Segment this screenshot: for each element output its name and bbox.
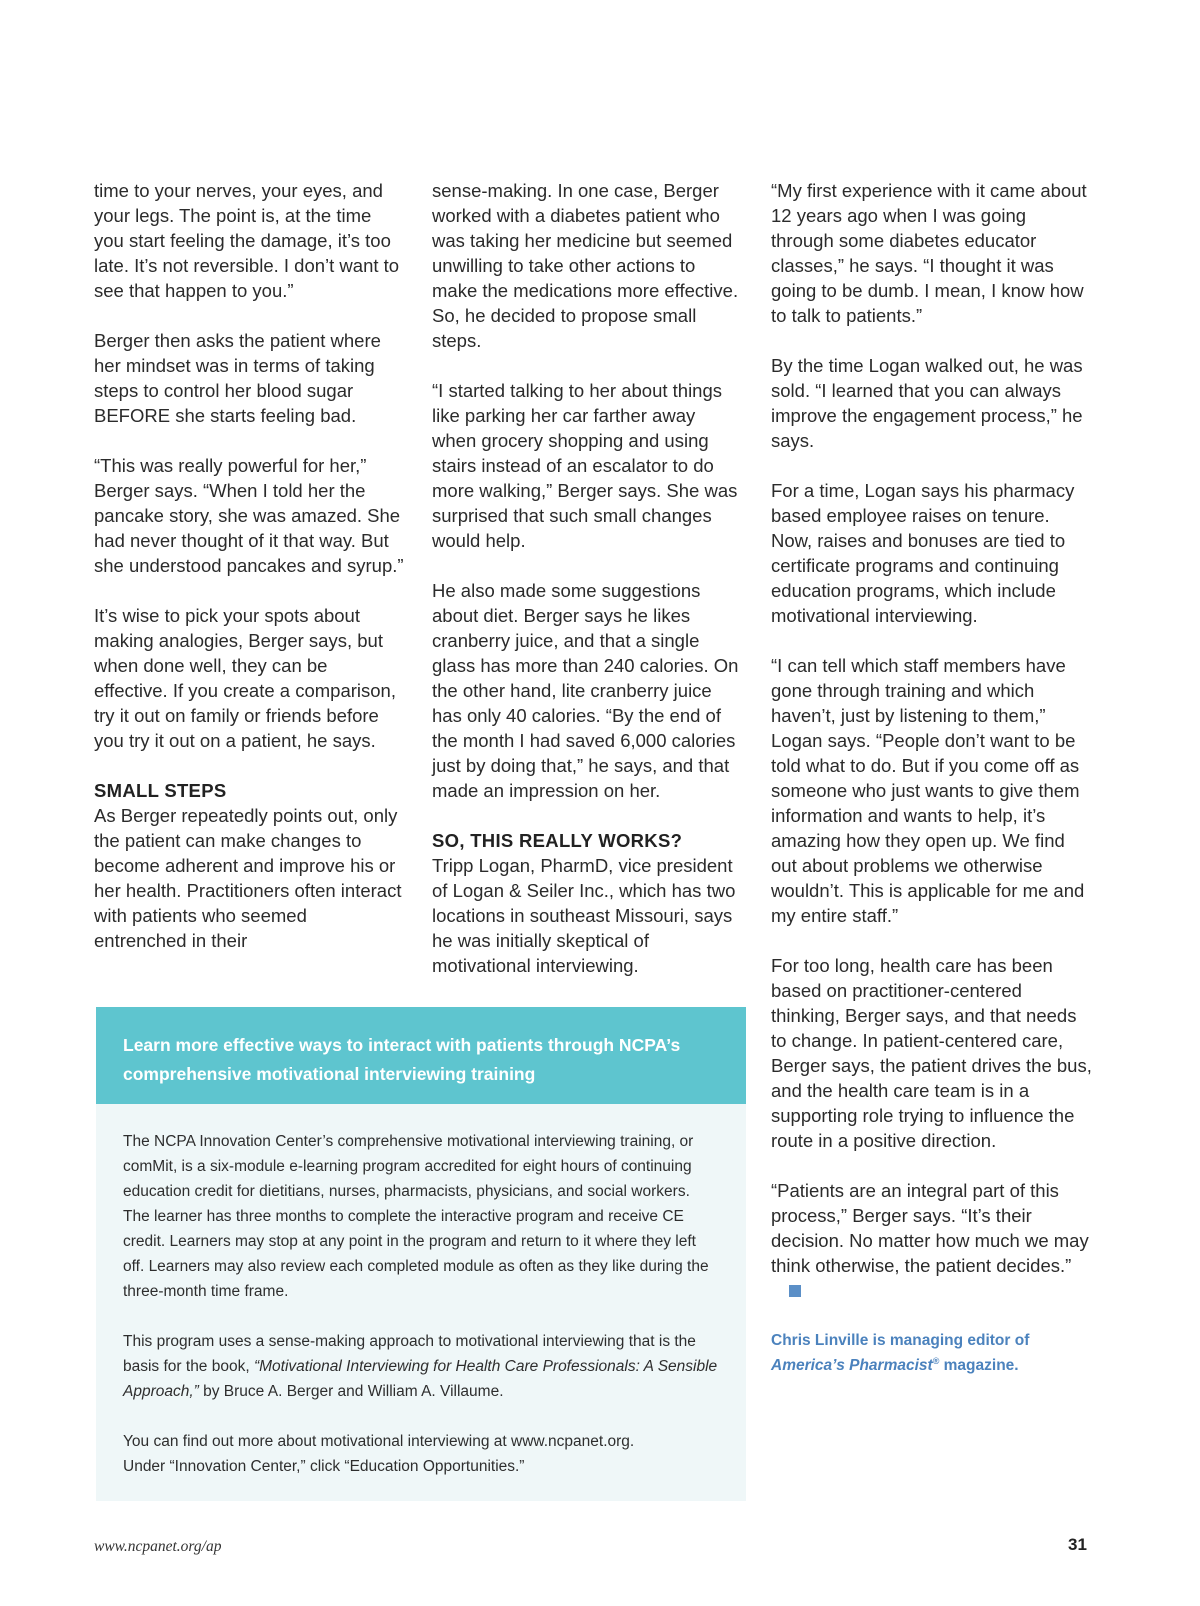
sidebar-heading-line: comprehensive motivational interviewing training [123,1064,536,1084]
paragraph: “I started talking to her about things like parking her car farther away when grocery shopping and using stairs instead of an escalator to do more walking,” Berger says. She was surprised that such small changes would help. [432,380,738,551]
paragraph: As Berger repeatedly points out, only the patient can make changes to become adherent and improve his or her health. Practitioners often interact with patients who seemed entrenched in their [94,805,402,951]
section-heading-small-steps: SMALL STEPS [94,780,227,801]
magazine-name: America’s Pharmacist [771,1357,933,1374]
author-bio [771,1328,1093,1378]
sidebar-text: This program uses a sense-making approach to motivational interviewing that is the basis for the book, [123,1333,696,1375]
paragraph: “My first experience with it came about 12 years ago when I was going through some diabetes educator classes,” he says. “I thought it was going to be dumb. I mean, I know how to talk to patients.” [771,180,1087,326]
page-number: 31 [1068,1535,1087,1554]
paragraph: “This was really powerful for her,” Berger says. “When I told her the pancake story, she was amazed. She had never thought of it that way. But she understood pancakes and syrup.” [94,455,404,576]
end-mark-icon [789,1285,801,1297]
paragraph: By the time Logan walked out, he was sold. “I learned that you can always improve the engagement process,” he says. [771,355,1083,451]
book-title: “Motivational Interviewing for Health Care Professionals: A Sensible Approach,” [123,1358,718,1400]
sidebar-text: by Bruce A. Berger and William A. Villaume. [198,1383,504,1400]
paragraph: sense-making. In one case, Berger worked with a diabetes patient who was taking her medicine but seemed unwilling to take other actions to make the medications more effective. So, he decided to propose small steps. [432,180,739,351]
ncpa-training-sidebar [96,1007,746,1501]
sidebar-body [96,1104,746,1479]
sidebar-text: Under “Innovation Center,” click “Education Opportunities.” [123,1458,525,1475]
article-column-3 [771,178,1093,1378]
sidebar-paragraph [123,1329,720,1404]
footer-url: www.ncpanet.org/ap [94,1538,222,1555]
bio-text-end: magazine. [939,1357,1019,1374]
article-column-1 [94,178,404,953]
paragraph: For a time, Logan says his pharmacy based employee raises on tenure. Now, raises and bonuses are tied to certificate programs and continuing education programs, which include motivational interviewing. [771,480,1075,626]
sidebar-text: You can find out more about motivational interviewing at www.ncpanet.org. [123,1433,635,1450]
section-heading-so-this-really-works: SO, THIS REALLY WORKS? [432,830,683,851]
bio-text: Chris Linville is managing editor of [771,1332,1030,1349]
article-column-2 [432,178,744,978]
closing-paragraph [771,1178,1093,1303]
paragraph: For too long, health care has been based on practitioner-centered thinking, Berger says, and that needs to change. In patient-centered care, Berger says, the patient drives the bus, and the health care team is in a supporting role trying to influence the route in a positive direction. [771,955,1092,1151]
sidebar-heading [96,1007,746,1104]
sidebar-paragraph [123,1429,720,1479]
registered-mark: ® [932,1355,940,1366]
paragraph: “I can tell which staff members have gone through training and which haven’t, just by listening to them,” Logan says. “People don’t want to be told what to do. But if you come off as someone who just wants to give them information and wants to help, it’s amazing how they open up. We find out about problems we otherwise wouldn’t. This is applicable for me and my entire staff.” [771,655,1085,926]
paragraph: It’s wise to pick your spots about making analogies, Berger says, but when done well, they can be effective. If you create a comparison, try it out on family or friends before you try it out on a patient, he says. [94,605,396,751]
paragraph: time to your nerves, your eyes, and your legs. The point is, at the time you start feeling the damage, it’s too late. It’s not reversible. I don’t want to see that happen to you.” [94,180,400,301]
paragraph: He also made some suggestions about diet. Berger says he likes cranberry juice, and that a single glass has more than 240 calories. On the other hand, lite cranberry juice has only 40 calories. “By the end of the month I had saved 6,000 calories just by doing that,” he says, and that made an impression on her. [432,580,739,801]
paragraph: Tripp Logan, PharmD, vice president of Logan & Seiler Inc., which has two locations in southeast Missouri, says he was initially skeptical of motivational interviewing. [432,855,736,976]
sidebar-heading-line: Learn more effective ways to interact with patients through NCPA’s [123,1035,681,1055]
closing-text: “Patients are an integral part of this process,” Berger says. “It’s their decision. No matter how much we may think otherwise, the patient decides.” [771,1180,1089,1276]
paragraph: Berger then asks the patient where her mindset was in terms of taking steps to control her blood sugar BEFORE she starts feeling bad. [94,330,381,426]
sidebar-paragraph: The NCPA Innovation Center’s comprehensive motivational interviewing training, or comMit, is a six-module e-learning program accredited for eight hours of continuing education credit for dietitians, nurses, pharmacists, physicians, and social workers. The learner has three months to complete the interactive program and receive CE credit. Learners may stop at any point in the program and return to it where they left off. Learners may also review each completed module as often as they like during the three-month time frame. [123,1133,709,1300]
